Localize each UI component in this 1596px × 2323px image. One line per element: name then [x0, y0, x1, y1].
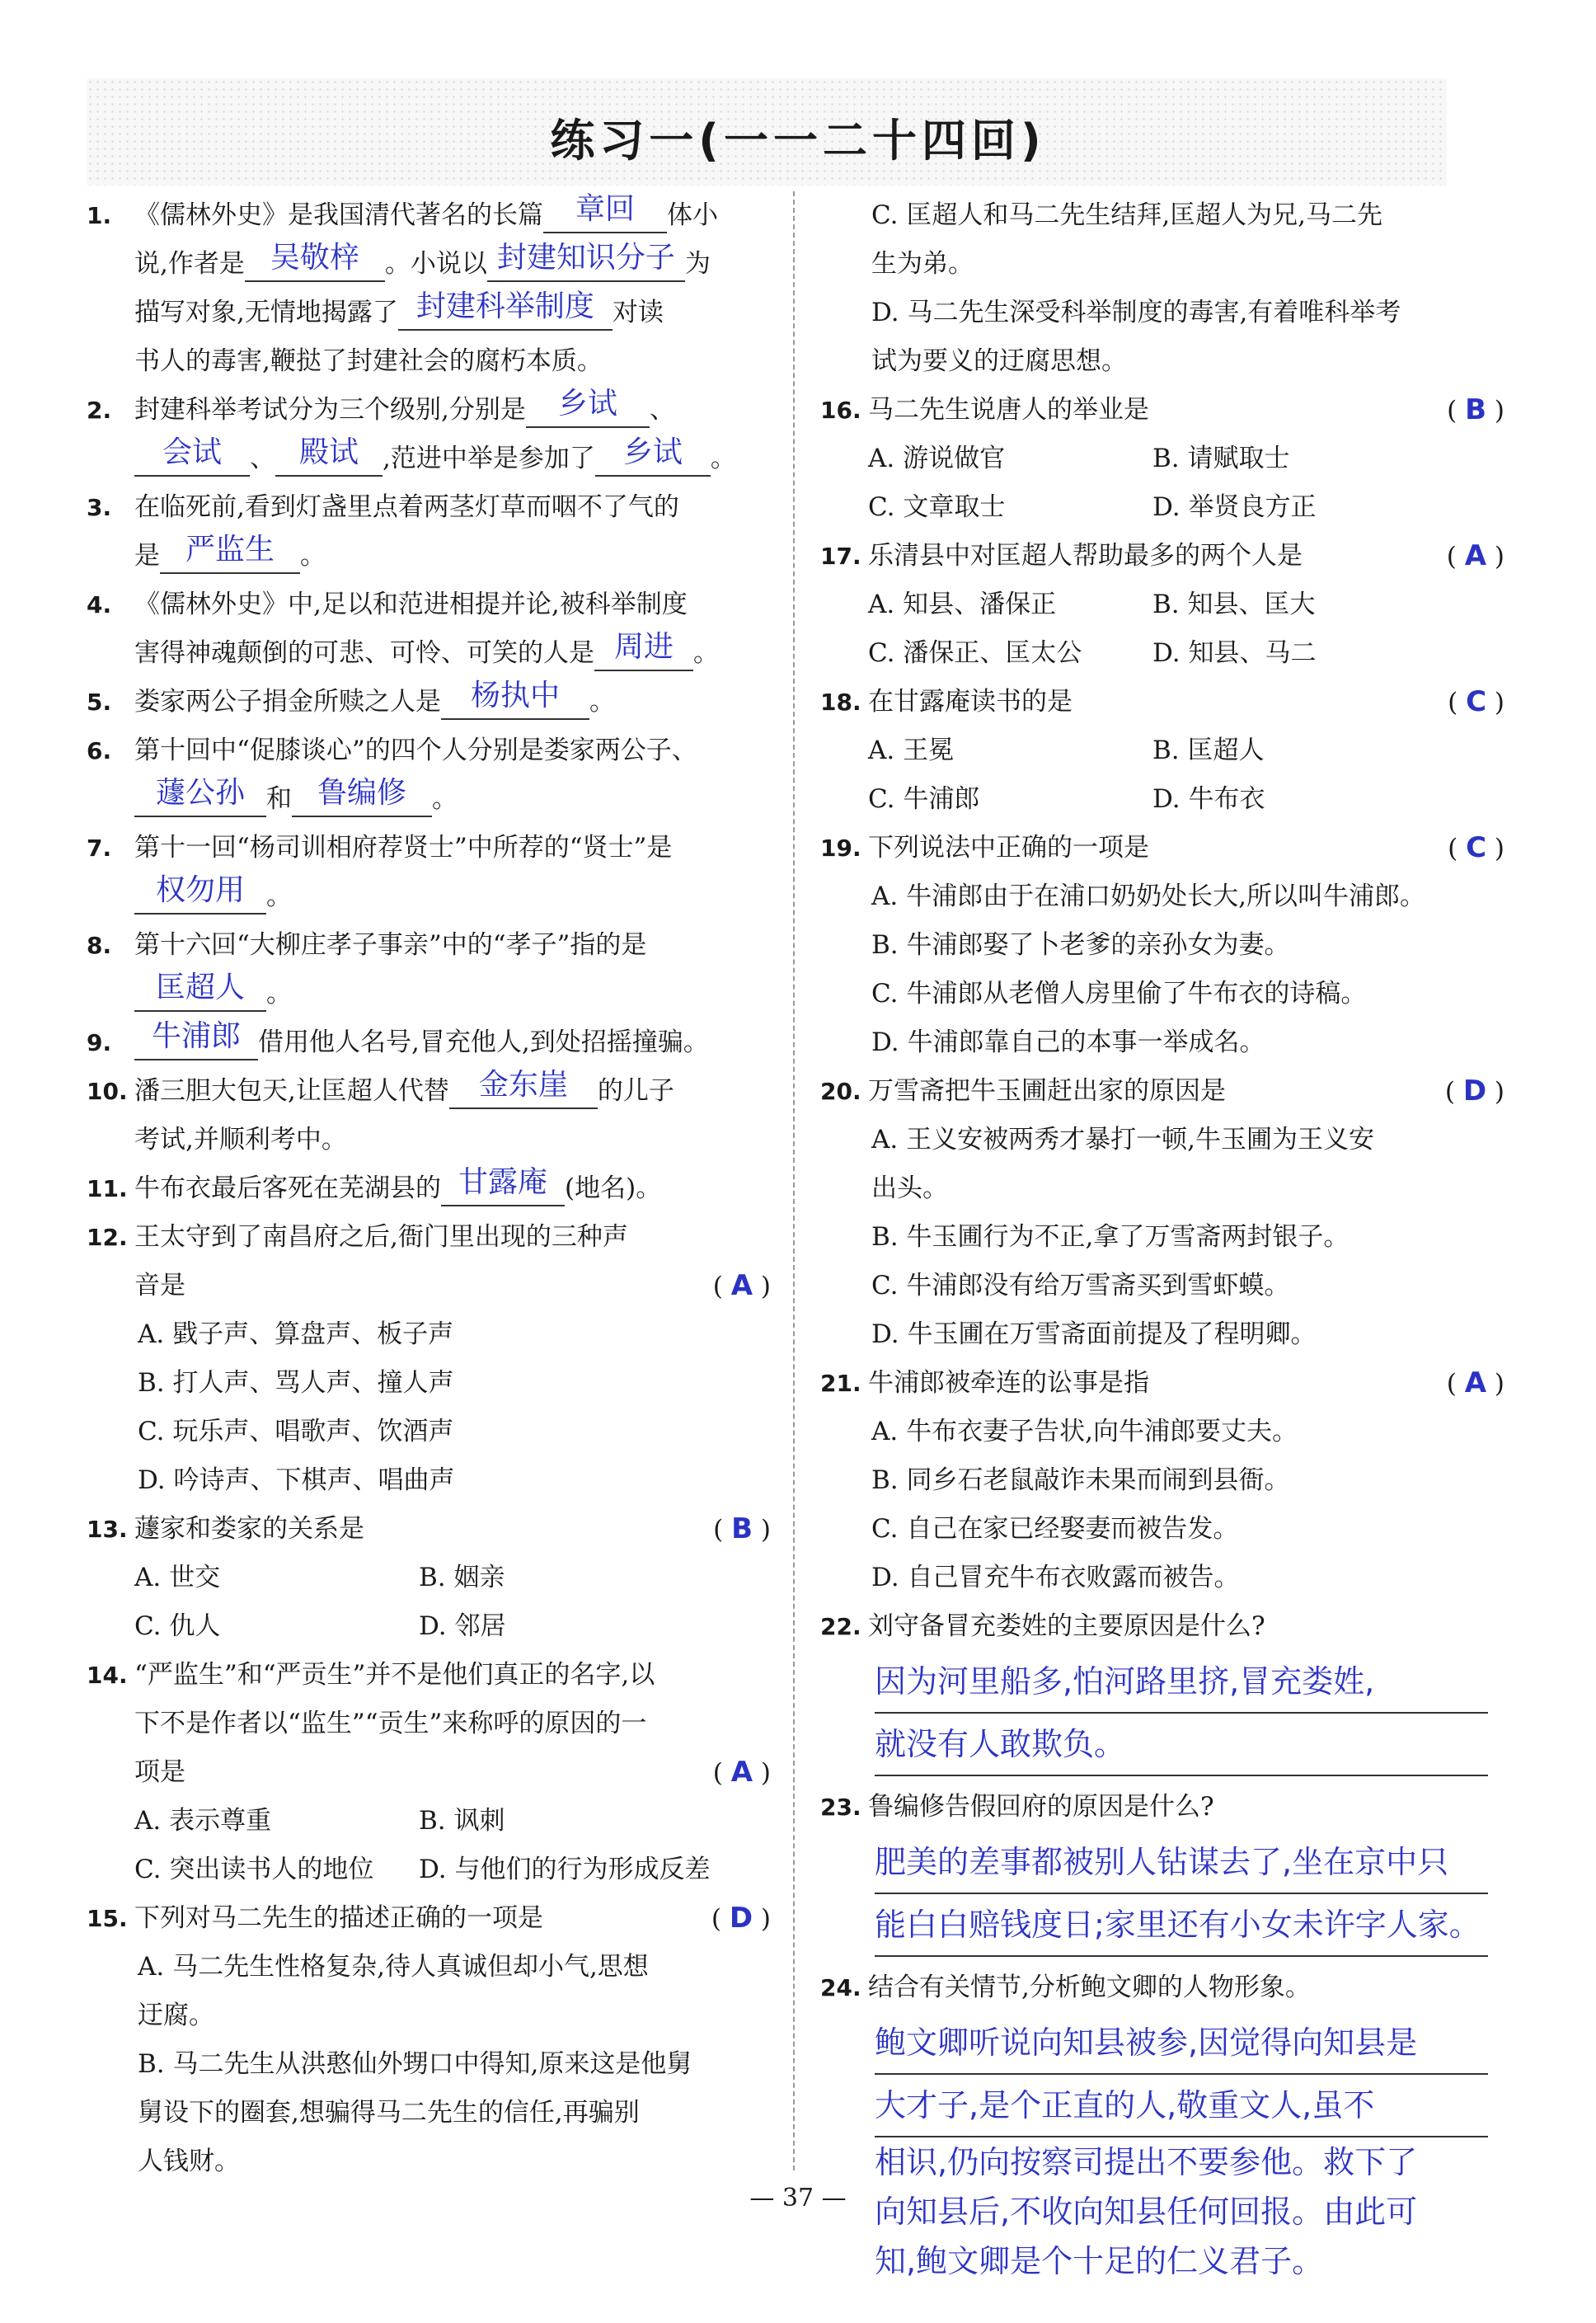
option-17d[interactable]: D. 知县、马二 [1152, 638, 1317, 668]
option-18c[interactable]: C. 牛浦郎 [868, 784, 980, 814]
option-12b[interactable]: B. 打人声、骂人声、撞人声 [138, 1368, 454, 1398]
question-11: 11. 牛布衣最后客死在芜湖县的 甘露庵 (地名)。 [87, 1164, 771, 1213]
option-16c[interactable]: C. 文章取士 [868, 492, 1006, 522]
question-14: 14. “严监生”和“严贡生”并不是他们真正的名字,以 下不是作者以“监生”“贡生”来称呼的原因的一 项是 ( A ) A. 表示尊重 B. 讽刺 C. 突出读书人的地位 D. 与他们的行为形成反差 [87, 1651, 771, 1894]
option-13a[interactable]: A. 世交 [134, 1563, 221, 1592]
option-19d[interactable]: D. 牛浦郎靠自己的本事一举成名。 [871, 1027, 1265, 1057]
option-14c[interactable]: C. 突出读书人的地位 [134, 1855, 374, 1884]
option-20d[interactable]: D. 牛玉圃在万雪斋面前提及了程明卿。 [871, 1319, 1317, 1349]
question-2: 2. 封建科举考试分为三个级别,分别是 乡试 、 会试 、 殿试 ,范进中举是参加了 乡试 。 [87, 386, 771, 483]
option-21c[interactable]: C. 自己在家已经娶妻而被告发。 [871, 1514, 1239, 1544]
answer-24-line-1[interactable]: 鲍文卿听说向知县被参,因觉得向知县是 [875, 2012, 1488, 2075]
question-8: 8. 第十六回“大柳庄孝子事亲”中的“孝子”指的是 匡超人 。 [87, 921, 771, 1018]
answer-2a[interactable]: 乡试 [557, 387, 617, 421]
answer-1d[interactable]: 封建科举制度 [415, 289, 594, 323]
answer-17: ( A ) [1446, 539, 1504, 572]
question-7: 7. 第十一回“杨司训相府荐贤士”中所荐的“贤士”是 权勿用 。 [87, 824, 771, 921]
answer-16: ( B ) [1447, 393, 1504, 426]
option-20c[interactable]: C. 牛浦郎没有给万雪斋买到雪虾蟆。 [871, 1271, 1290, 1300]
option-14a[interactable]: A. 表示尊重 [134, 1806, 272, 1836]
answer-13: ( B ) [713, 1512, 771, 1545]
option-17a[interactable]: A. 知县、潘保正 [868, 590, 1057, 619]
right-column [820, 191, 1504, 2286]
answer-14: ( A ) [712, 1756, 771, 1789]
option-17b[interactable]: B. 知县、匡大 [1152, 590, 1316, 619]
left-column [87, 191, 771, 2186]
question-15-continued: C. 匡超人和马二先生结拜,匡超人为兄,马二先 生为弟。 D. 马二先生深受科举制度的毒害,有着唯科举考 试为要义的迂腐思想。 [820, 191, 1504, 386]
answer-1c[interactable]: 封建知识分子 [496, 241, 675, 275]
option-15d[interactable]: D. 马二先生深受科举制度的毒害,有着唯科举考 [871, 298, 1401, 327]
answer-2b[interactable]: 会试 [162, 435, 222, 469]
answer-4[interactable]: 周进 [613, 630, 674, 664]
option-20a[interactable]: A. 王义安被两秀才暴打一顿,牛玉圃为王义安 [871, 1125, 1374, 1154]
question-19: 19. 下列说法中正确的一项是 ( C ) A. 牛浦郎由于在浦口奶奶处长大,所以叫牛浦郎。 B. 牛浦郎娶了卜老爹的亲孙女为妻。 C. 牛浦郎从老僧人房里偷了牛布衣的诗稿。 D. 牛浦郎靠自己的本事一举成名。 [820, 824, 1504, 1067]
question-23: 23. 鲁编修告假回府的原因是什么? 肥美的差事都被别人钻谋去了,坐在京中只 能白白赔钱度日;家里还有小女未许字人家。 [820, 1783, 1504, 1957]
answer-10[interactable]: 金东崖 [478, 1068, 568, 1102]
answer-19: ( C ) [1448, 831, 1504, 864]
option-19a[interactable]: A. 牛浦郎由于在浦口奶奶处长大,所以叫牛浦郎。 [871, 882, 1425, 911]
page-number: — 37 — [749, 2184, 847, 2212]
question-17: 17. 乐清县中对匡超人帮助最多的两个人是 ( A ) A. 知县、潘保正 B. 知县、匡大 C. 潘保正、匡太公 D. 知县、马二 [820, 532, 1504, 678]
answer-24-line-5[interactable]: 知,鲍文卿是个十足的仁义君子。 [875, 2243, 1324, 2279]
answer-1a[interactable]: 章回 [575, 192, 635, 226]
option-20b[interactable]: B. 牛玉圃行为不正,拿了万雪斋两封银子。 [871, 1222, 1350, 1252]
answer-8[interactable]: 匡超人 [155, 971, 245, 1004]
column-divider [793, 191, 795, 2170]
page-title: 练习一(一一二十四回) [550, 115, 1046, 167]
answer-9[interactable]: 牛浦郎 [151, 1019, 241, 1053]
answer-6b[interactable]: 鲁编修 [317, 776, 406, 810]
answer-24-line-3[interactable]: 相识,仍向按察司提出不要参他。救下了 [875, 2144, 1418, 2180]
answer-23-line-1[interactable]: 肥美的差事都被别人钻谋去了,坐在京中只 [875, 1832, 1488, 1894]
answer-12: ( A ) [712, 1269, 771, 1302]
answer-11[interactable]: 甘露庵 [458, 1165, 547, 1199]
question-5: 5. 娄家两公子捐金所赎之人是 杨执中 。 [87, 678, 771, 727]
option-13d[interactable]: D. 邻居 [419, 1611, 506, 1641]
answer-6a[interactable]: 蘧公孙 [155, 776, 245, 810]
answer-24-line-2[interactable]: 大才子,是个正直的人,敬重文人,虽不 [875, 2075, 1488, 2137]
option-12a[interactable]: A. 戥子声、算盘声、板子声 [138, 1319, 454, 1349]
question-15: 15. 下列对马二先生的描述正确的一项是 ( D ) A. 马二先生性格复杂,待人真诚但却小气,思想 迂腐。 B. 马二先生从洪憨仙外甥口中得知,原来这是他舅 舅设下的圈套,想骗得马二先生的信任,再骗别 人钱财。 [87, 1894, 771, 2186]
answer-15: ( D ) [711, 1902, 771, 1935]
answer-7[interactable]: 权勿用 [155, 873, 245, 907]
answer-21: ( A ) [1446, 1366, 1504, 1399]
option-14b[interactable]: B. 讽刺 [419, 1806, 505, 1836]
option-18b[interactable]: B. 匡超人 [1152, 736, 1265, 765]
option-21b[interactable]: B. 同乡石老鼠敲诈未果而闹到县衙。 [871, 1465, 1290, 1495]
question-6: 6. 第十回中“促膝谈心”的四个人分别是娄家两公子、 蘧公孙 和 鲁编修 。 [87, 727, 771, 824]
question-18: 18. 在甘露庵读书的是 ( C ) A. 王冕 B. 匡超人 C. 牛浦郎 D. 牛布衣 [820, 678, 1504, 824]
answer-18: ( C ) [1448, 685, 1504, 718]
option-16a[interactable]: A. 游说做官 [868, 444, 1006, 473]
answer-3[interactable]: 严监生 [185, 533, 275, 567]
answer-20: ( D ) [1444, 1075, 1504, 1107]
option-14d[interactable]: D. 与他们的行为形成反差 [419, 1855, 711, 1884]
option-13b[interactable]: B. 姻亲 [419, 1563, 505, 1592]
option-21a[interactable]: A. 牛布衣妻子告状,向牛浦郎要丈夫。 [871, 1417, 1298, 1446]
option-15c[interactable]: C. 匡超人和马二先生结拜,匡超人为兄,马二先 [871, 200, 1383, 230]
option-15a[interactable]: A. 马二先生性格复杂,待人真诚但却小气,思想 [138, 1952, 649, 1982]
option-16b[interactable]: B. 请赋取士 [1152, 444, 1290, 473]
option-18a[interactable]: A. 王冕 [868, 736, 955, 765]
option-12d[interactable]: D. 吟诗声、下棋声、唱曲声 [138, 1465, 455, 1495]
option-17c[interactable]: C. 潘保正、匡太公 [868, 638, 1082, 668]
option-15b[interactable]: B. 马二先生从洪憨仙外甥口中得知,原来这是他舅 [138, 2049, 692, 2079]
option-19b[interactable]: B. 牛浦郎娶了卜老爹的亲孙女为妻。 [871, 930, 1290, 960]
option-21d[interactable]: D. 自己冒充牛布衣败露而被告。 [871, 1563, 1240, 1592]
question-9: 9. 牛浦郎 借用他人名号,冒充他人,到处招摇撞骗。 [87, 1018, 771, 1067]
question-22: 22. 刘守备冒充娄姓的主要原因是什么? 因为河里船多,怕河路里挤,冒充娄姓, 就没有人敢欺负。 [820, 1602, 1504, 1776]
question-3: 3. 在临死前,看到灯盏里点着两茎灯草而咽不了气的 是 严监生 。 [87, 483, 771, 581]
answer-22-line-1[interactable]: 因为河里船多,怕河路里挤,冒充娄姓, [875, 1651, 1488, 1714]
option-18d[interactable]: D. 牛布衣 [1152, 784, 1265, 814]
question-13: 13. 蘧家和娄家的关系是 ( B ) A. 世交 B. 姻亲 C. 仇人 D. 邻居 [87, 1505, 771, 1651]
answer-23-line-2[interactable]: 能白白赔钱度日;家里还有小女未许字人家。 [875, 1894, 1488, 1957]
option-16d[interactable]: D. 举贤良方正 [1152, 492, 1317, 522]
question-20: 20. 万雪斋把牛玉圃赶出家的原因是 ( D ) A. 王义安被两秀才暴打一顿,牛玉圃为王义安 出头。 B. 牛玉圃行为不正,拿了万雪斋两封银子。 C. 牛浦郎没有给万雪斋买到雪虾蟆。 D. 牛玉圃在万雪斋面前提及了程明卿。 [820, 1067, 1504, 1359]
answer-22-line-2[interactable]: 就没有人敢欺负。 [875, 1714, 1488, 1776]
answer-2c[interactable]: 殿试 [298, 435, 359, 469]
answer-1b[interactable]: 吴敬梓 [270, 241, 359, 275]
option-12c[interactable]: C. 玩乐声、唱歌声、饮酒声 [138, 1417, 454, 1446]
question-24: 24. 结合有关情节,分析鲍文卿的人物形象。 鲍文卿听说向知县被参,因觉得向知县是 大才子,是个正直的人,敬重文人,虽不 相识,仍向按察司提出不要参他。救下了 向知县后,不收向知县任何回报。由此可 知,鲍文卿是个十足的仁义君子。 [820, 1963, 1504, 2286]
question-12: 12. 王太守到了南昌府之后,衙门里出现的三种声 音是 ( A ) A. 戥子声、算盘声、板子声 B. 打人声、骂人声、撞人声 C. 玩乐声、唱歌声、饮酒声 D. 吟诗声、下棋声、唱曲声 [87, 1213, 771, 1505]
question-1: 1. 《儒林外史》是我国清代著名的长篇 章回 体小 说,作者是 吴敬梓 。小说以 封建知识分子 为 描写对象,无情地揭露了 封建科举制度 对读 书人的毒害,鞭挞了封建社会的腐朽本质。 [87, 192, 718, 376]
answer-24-line-4[interactable]: 向知县后,不收向知县任何回报。由此可 [875, 2194, 1418, 2230]
option-13c[interactable]: C. 仇人 [134, 1611, 221, 1641]
answer-5[interactable]: 杨执中 [470, 679, 560, 712]
question-16: 16. 马二先生说唐人的举业是 ( B ) A. 游说做官 B. 请赋取士 C. 文章取士 D. 举贤良方正 [820, 386, 1504, 532]
question-10: 10. 潘三胆大包天,让匡超人代替 金东崖 的儿子 考试,并顺利考中。 [87, 1068, 674, 1154]
question-21: 21. 牛浦郎被牵连的讼事是指 ( A ) A. 牛布衣妻子告状,向牛浦郎要丈夫。 B. 同乡石老鼠敲诈未果而闹到县衙。 C. 自己在家已经娶妻而被告发。 D. 自己冒充牛布衣败露而被告。 [820, 1359, 1504, 1602]
answer-2d[interactable]: 乡试 [622, 435, 683, 469]
question-4: 4. 《儒林外史》中,足以和范进相提并论,被科举制度 害得神魂颠倒的可悲、可怜、可笑的人是 周进 。 [87, 581, 771, 678]
option-19c[interactable]: C. 牛浦郎从老僧人房里偷了牛布衣的诗稿。 [871, 979, 1367, 1009]
